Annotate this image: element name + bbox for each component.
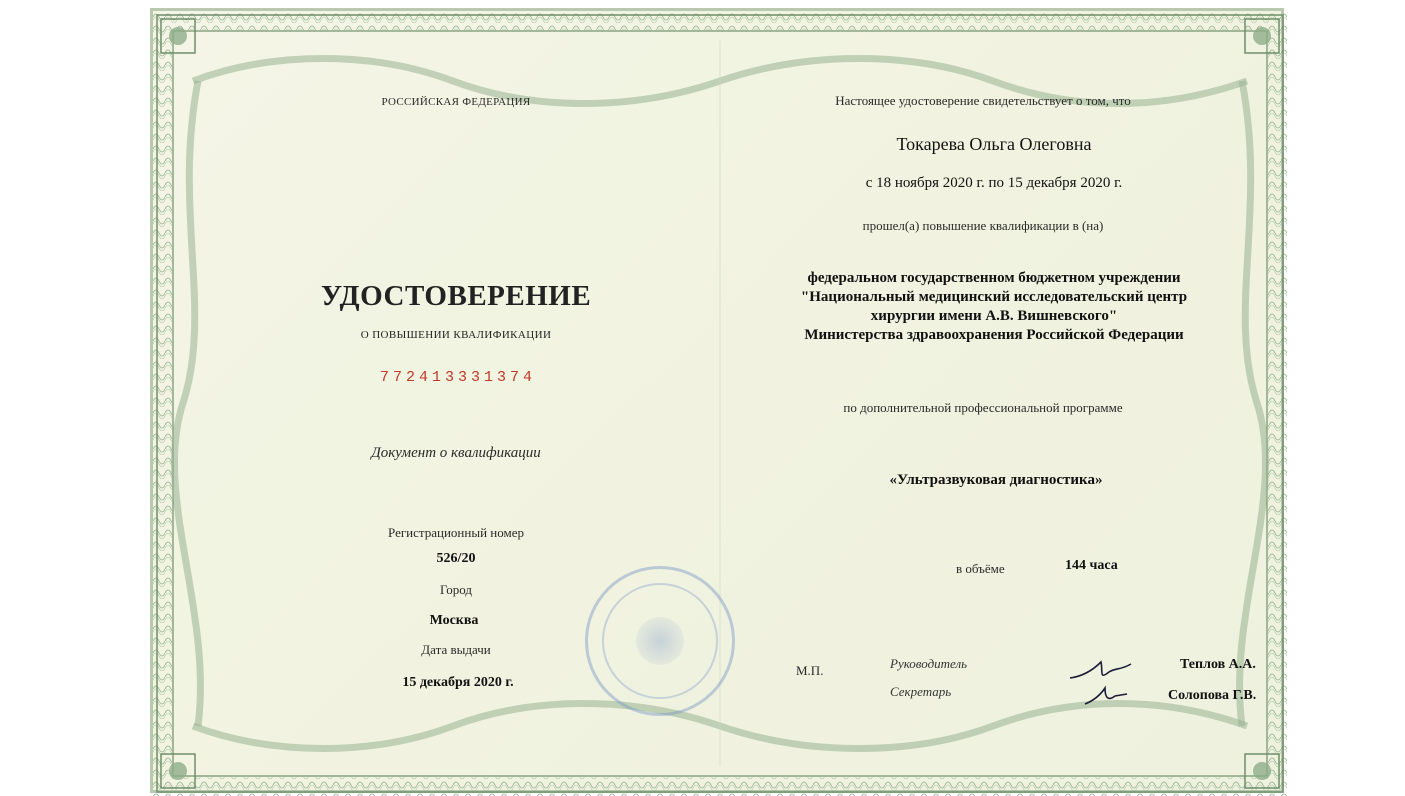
stamp-place-label: М.П. — [796, 663, 824, 678]
organization-line-1: федеральном государственном бюджетном учреждении — [807, 270, 1181, 286]
secretary-name: Солопова Г.В. — [1168, 688, 1257, 703]
training-period: с 18 ноября 2020 г. по 15 декабря 2020 г. — [865, 175, 1123, 191]
organization-line-3: хирургии имени А.В. Вишневского" — [870, 308, 1118, 324]
document-subtitle: О ПОВЫШЕНИИ КВАЛИФИКАЦИИ — [360, 329, 552, 341]
city-label: Город — [439, 582, 473, 597]
secretary-label: Секретарь — [890, 684, 952, 699]
signatures — [1065, 650, 1145, 712]
volume-value: 144 часа — [1065, 558, 1118, 573]
passed-text: прошел(а) повышение квалификации в (на) — [862, 218, 1104, 233]
official-stamp — [585, 566, 735, 716]
registration-value: 526/20 — [436, 551, 476, 566]
document-type: Документ о квалификации — [371, 445, 541, 461]
country-label: РОССИЙСКАЯ ФЕДЕРАЦИЯ — [381, 96, 531, 108]
organization-line-4: Министерства здравоохранения Российской Федерации — [804, 327, 1184, 343]
issue-date-value: 15 декабря 2020 г. — [402, 675, 514, 690]
organization-line-2: "Национальный медицинский исследовательский центр — [800, 289, 1188, 305]
issue-date-label: Дата выдачи — [421, 642, 491, 657]
volume-label: в объёме — [956, 561, 1005, 576]
intro-text: Настоящее удостоверение свидетельствует о том, что — [835, 93, 1131, 108]
registration-label: Регистрационный номер — [388, 525, 524, 540]
document-title: УДОСТОВЕРЕНИЕ — [320, 280, 592, 312]
head-label: Руководитель — [890, 656, 968, 671]
program-label: по дополнительной профессиональной программе — [843, 400, 1123, 415]
program-name: «Ультразвуковая диагностика» — [889, 472, 1103, 488]
head-name: Теплов А.А. — [1180, 657, 1256, 672]
holder-name: Токарева Ольга Олеговна — [896, 134, 1092, 154]
serial-number: 772413331374 — [379, 369, 537, 386]
city-value: Москва — [429, 613, 479, 628]
